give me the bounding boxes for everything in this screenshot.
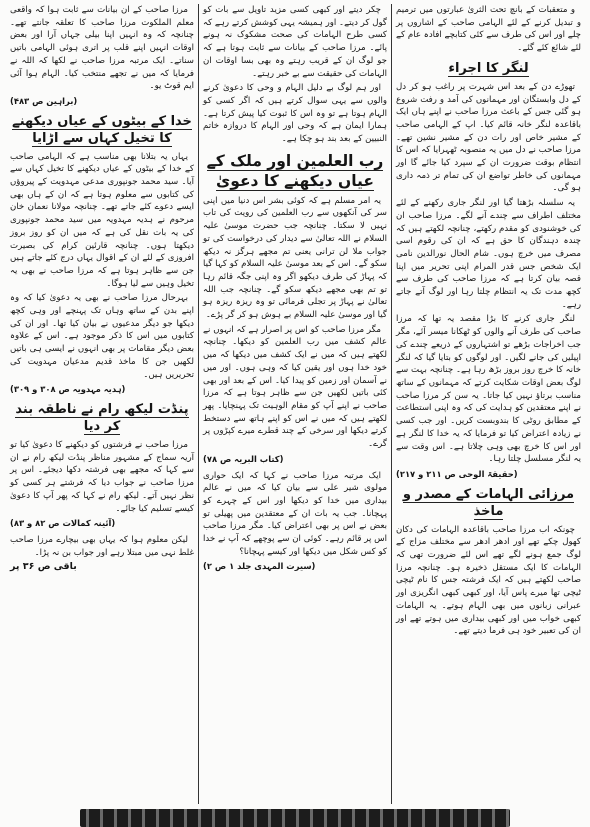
paragraph: اور ہم لوگ بے دلیل الہام و وحی کا دعویٰ کرنے والوں سے یہی سوال کرتے ہیں کہ اگر کسی کو الہام ہوتا ہے تو وہ اس کا ثبوت کیا پیش کرتا ہے۔ ہمارا ایمان ہے کہ وحی اور الہام کا دروازہ خاتم النبیین کے بعد بند ہو چکا ہے۔ bbox=[203, 83, 387, 145]
citation: (آئینہ کمالات ص ۸۲ و ۸۳) bbox=[10, 518, 116, 529]
citation: (ہدیہ مہدویہ ص ۳۰۸ و ۳۰۹) bbox=[10, 384, 126, 395]
citation: (براہین ص ۴۸۳) bbox=[10, 95, 78, 106]
column-right bbox=[392, 4, 585, 804]
decorative-footer-border bbox=[80, 809, 510, 827]
paragraph: یہ سلسلہ بڑھتا گیا اور لنگر جاری رکھنے کے لئے مختلف اطراف سے چندے آنے لگے۔ مرزا صاحب ان کی خوشنودی کو مقدم رکھتے، چنانچہ لکھتے ہیں کہ چندہ دہندگان کا حق ہے کہ ان کی رقوم اسی مصرف میں خرچ ہوں۔ شام الحال نورالدین نامی ایک شخص جس قدر المرام اپنی تحریر میں اپنا قصہ بیان کرتا ہے کہ مرزا صاحب کی طرف سے کچھ مدت تک یہ انتظام چلتا رہا اور لوگ آتے جاتے رہے۔ bbox=[396, 198, 581, 310]
column-middle bbox=[199, 4, 392, 804]
paragraph: تھوڑے دن کے بعد اس شہرت پر راغب ہو کر دل کے دل وابستگان اور مہمانوں کی آمد و رفت شروع ہو گئی جس کے باعث مرزا صاحب نے اپنے ہاں ایک باقاعدہ لنگر خانہ قائم کیا۔ اپ کے الہامی صاحب کے مشیر خاص اور رات دن کے مشیر نشین تھے۔ مرزا صاحب نے دل میں یہ منصوبہ ٹھہرایا کہ اس کا انتظام بوقت ضرورت ان کے سپرد کیا جائے گا اور مہمانوں کی خاطر تواضع ان کی تمام تر ذمہ داری ہو گی۔ bbox=[396, 81, 581, 194]
paragraph: لنگر جاری کرنے کا بڑا مقصد یہ تھا کہ مرزا صاحب کی طرف آنے والوں کو ٹھکانا میسر آئے، مگر جب اخراجات بڑھے تو اشتہاروں کے ذریعے چندے کی اپیلیں کی جانے لگیں۔ اور لوگوں کو بتایا گیا کہ لنگر خانہ کا خرچ روز بروز بڑھ رہا ہے۔ چنانچہ بہت سے لوگ بعض اوقات شکایت کرتے کہ مہمانوں کے ساتھ مناسب برتاؤ نہیں کیا جاتا۔ یہ سن کر مرزا صاحب نے اپنے معتقدین کو ہدایت کی کہ وہ اپنی استطاعت کے مطابق روٹی کا بندوبست کریں۔ اور جب کسی نے زیادہ اعتراض کیا تو فرمایا کہ یہ خدا کا لنگر ہے اور اس کا خرچ بھی وہی چلاتا ہے۔ اس وقت سے یہ لنگر مسلسل چلتا رہا۔ bbox=[396, 314, 581, 465]
citation: (حقیقۃ الوحی ص ۲۱۱ و ۲۱۷) bbox=[396, 468, 518, 479]
section-heading: خدا کے بیٹوں کے عیاں دیکھنے کا تخیل کہاں سے اڑایا bbox=[12, 113, 192, 146]
paragraph: یہ امر مسلم ہے کہ کوئی بشر اس دنیا میں اپنی سر کی آنکھوں سے رب العلمین کی رویت کی تاب نہیں لا سکتا۔ چنانچہ جب حضرت موسیٰ علیہ السلام نے اللہ تعالیٰ سے دیدار کی درخواست کی تو جواب ملا لن ترانی یعنی تم مجھے ہرگز نہ دیکھ سکو گے۔ اس کے بعد موسیٰ علیہ السلام کو کہا گیا کہ پہاڑ کی طرف دیکھو اگر وہ اپنی جگہ قائم رہا تو تم بھی مجھے دیکھ سکو گے۔ چنانچہ جب اللہ تعالیٰ نے پہاڑ پر تجلی فرمائی تو وہ ریزہ ریزہ ہو گیا اور موسیٰ علیہ السلام بے ہوش ہو کر گر پڑے۔ bbox=[203, 195, 387, 321]
citation: (سیرت المہدی جلد ۱ ص ۲) bbox=[203, 561, 316, 572]
paragraph: و متعقبات کے بانچ تحت الثریٰ عبارتوں میں ترمیم و تبدیل کرنے کے لئے الہامی صاحب کے اشاروں پر چلے اور اس کی طرف سے کئی کتابچے افادہ عام کے لئے شائع کئے گئے۔ bbox=[396, 5, 581, 54]
continued-note: باقی ص ۳۶ پر bbox=[10, 561, 77, 573]
paragraph: بہرحال مرزا صاحب نے بھی یہ دعویٰ کیا کہ وہ اپنے بدن کے ساتھ وہاں تک پہنچے اور وہی کچھ دیکھا جو دیگر مدعیوں نے بیان کیا تھا۔ اور ان کی کتابوں میں اس کا ذکر موجود ہے۔ اس کے علاوہ بعض دیگر مقامات پر بھی انہوں نے ایسی ہی باتیں لکھیں جن کا ماخذ قدیم مدعیان مہدویت کی تحریریں ہیں۔ bbox=[10, 293, 194, 380]
paragraph: یہاں یہ بتلانا بھی مناسب ہے کہ الہامی صاحب کے خدا کے بیٹوں کے عیاں دیکھنے کا تخیل کہاں سے آیا۔ سید محمد جونپوری مدعی مہدویت کے پیروؤں کی کتابوں سے معلوم ہوتا ہے کہ ان کے ہاں بھی ایسے دعوے کئے جاتے تھے۔ چنانچہ مولانا نعمان خان مرحوم نے ہدیہ مہدویہ میں سید محمد جونپوری کی یہ بات نقل کی ہے کہ میں ان کو روز بروز دیکھتا ہوں۔ چنانچہ قارئین کرام کی بصیرت افروزی کے لئے ان کے اقوال یہاں درج کئے جاتے ہیں جن سے ظاہر ہوتا ہے کہ مرزا صاحب نے بھی یہ تخیل وہیں سے لیا ہوگا۔ bbox=[10, 151, 194, 289]
citation: (کتاب البریہ ص ۷۸) bbox=[203, 453, 284, 464]
section-heading: رب العلمین اور ملک کے عیاں دیکھنے کا دعویٰ bbox=[206, 151, 384, 190]
paragraph: مگر مرزا صاحب کو اس پر اصرار ہے کہ انہوں نے عالم کشف میں رب العلمین کو دیکھا۔ چنانچہ لکھتے ہیں کہ میں نے ایک کشف میں دیکھا کہ میں خود خدا ہوں اور یقین کیا کہ وہی ہوں۔ اور میں نے آسمان اور زمین کو پیدا کیا۔ اس کے بعد اور بھی کئی باتیں لکھیں جن سے ظاہر ہوتا ہے کہ مرزا صاحب نے اپنے آپ کو مقام الوہیت تک پہنچایا۔ پھر لکھتے ہیں کہ میں نے اس کو اپنے ہاتھ سے دستخط کرتے دیکھا اور سرخی کے چند قطرے میرے کپڑوں پر گرے۔ bbox=[203, 324, 387, 450]
section-heading: پنڈت لیکھ رام نے ناطقہ بند کر دیا bbox=[15, 401, 189, 434]
column-left bbox=[6, 4, 199, 804]
section-heading: لنگر کا اجراء bbox=[448, 60, 529, 76]
article-columns bbox=[5, 4, 585, 804]
paragraph: ایک مرتبہ مرزا صاحب نے کہا کہ ایک حواری مولوی شیر علی سے بیان کیا کہ میں نے عالم بیداری میں خدا کو دیکھا اور اس کے چہرے کو پہچانا۔ جب یہ بات ان کے معتقدین میں پھیلی تو بعض نے اس پر بھی اعتراض کیا۔ مگر مرزا صاحب اس پر قائم رہے۔ کوئی ان سے پوچھے کہ آپ نے خدا کو کس شکل میں دیکھا اور کیسے پہچانا؟ bbox=[203, 470, 387, 557]
paragraph: چکر دیتے اور کبھی کسی مزید تاویل سے بات کو گول کر دیتے۔ اور ہمیشہ یہی کوشش کرتے رہے کہ کسی طرح الہامات کی صحت مشکوک نہ ہونے پائے۔ مرزا صاحب کے بیانات سے ثابت ہوتا ہے کہ جو لوگ ان کے قریب رہتے وہ بھی بسا اوقات ان الہامات کی حقیقت سے بے خبر رہتے۔ bbox=[203, 5, 387, 79]
paragraph: مرزا صاحب نے فرشتوں کو دیکھنے کا دعویٰ کیا تو آریہ سماج کے مشہور مناظر پنڈت لیکھ رام نے ان سے کہا کہ مجھے بھی فرشتہ دکھا دیجئے۔ اس پر مرزا صاحب نے جواب دیا کہ فرشتے ہر کسی کو نظر نہیں آتے۔ لیکھ رام نے کہا کہ پھر آپ کا دعویٰ کیسے تسلیم کیا جائے۔ bbox=[10, 439, 194, 514]
section-heading: مرزائی الہامات کے مصدر و ماخذ bbox=[402, 486, 575, 519]
paragraph: لیکن معلوم ہوا کہ یہاں بھی بیچارے مرزا صاحب غلط نہی میں مبتلا رہے اور جواب بن نہ پڑا۔ bbox=[10, 534, 194, 558]
paragraph: چونکہ اب مرزا صاحب باقاعدہ الہامات کی دکان کھول چکے تھے اور ادھر ادھر سے مختلف مزاج کے لوگ جمع ہونے لگے تھے اس لئے ضرورت تھی کہ الہامات کا ایک مستقل ذخیرہ ہو۔ چنانچہ مرزا صاحب لکھتے ہیں کہ ایک فرشتہ جس کا نام ٹیچی ٹیچی تھا میرے پاس آیا، اور کبھی کبھی انگریزی اور عبرانی زبانوں میں بھی الہام ہوتے۔ یہ الہامات کبھی خواب میں اور کبھی بیداری میں ہوتے تھے اور ان کی تعبیر خود ہی فرما دیتے تھے۔ bbox=[396, 524, 581, 637]
paragraph: مرزا صاحب کے ان بیانات سے ثابت ہوا کہ واقعی معلم الملکوت مرزا صاحب کا تعلقہ جانتے تھے۔ چنانچہ کہ وہ انہیں اپنا بیلی جہاں آرا اور بعض اوقات انہیں اپنے قلب پر اتری ہوئی الہامی باتیں سناتے۔ ایک مرتبہ مرزا صاحب نے لکھا کہ اللہ نے فرمایا کہ میں نے تجھے منتخب کیا۔ الہام ہوا آئی ایم قوٹ یو۔ bbox=[10, 5, 194, 92]
